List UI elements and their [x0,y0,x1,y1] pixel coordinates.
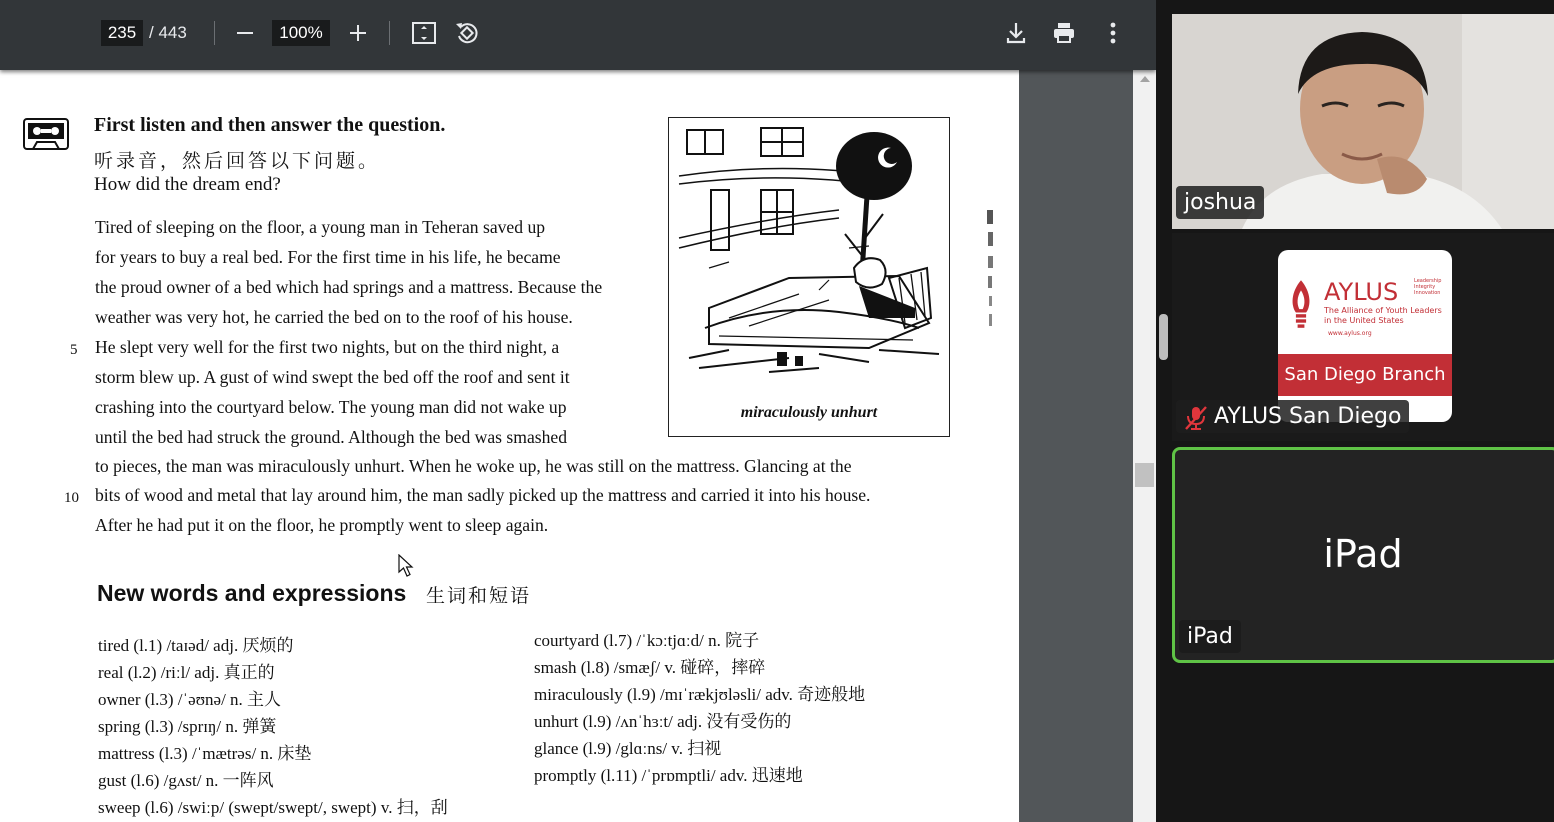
participant-name: joshua [1176,186,1264,219]
passage-line: the proud owner of a bed which had springs and a mattress. Because the [95,277,603,297]
panel-resize-handle[interactable] [1159,314,1168,360]
vocab-item: glance (l.9) /glɑːns/ v. 扫视 [534,739,722,758]
passage-line: bits of wood and metal that lay around him, the man sadly picked up the mattress and carried it into his house. [95,485,871,505]
aylus-logo [1278,250,1452,422]
passage-line: for years to buy a real bed. For the first time in his life, he became [95,247,561,267]
print-icon[interactable] [1049,18,1079,48]
vocab-item: mattress (l.3) /ˈmætrəs/ n. 床垫 [98,744,312,763]
vocab-item: miraculously (l.9) /mɪˈrækjʊləsli/ adv. 奇迹般地 [534,685,866,704]
more-icon[interactable] [1098,18,1128,48]
new-words-title: New words and expressions [97,580,407,606]
passage-line: until the bed had struck the ground. Although the bed was smashed [95,427,568,447]
vocab-item: owner (l.3) /ˈəʊnə/ n. 主人 [98,690,282,709]
passage-line: weather was very hot, he carried the bed on to the roof of his house. [95,307,573,327]
vocab-item: smash (l.8) /smæʃ/ v. 碰碎，摔碎 [534,658,766,677]
aylus-logo-url: www.aylus.org [1328,330,1372,337]
page-number-input[interactable]: 235 [101,20,143,46]
toolbar-divider [389,21,390,45]
lesson-heading-chinese: 听录音，然后回答以下问题。 [94,151,381,172]
lesson-heading: First listen and then answer the question. [94,114,446,136]
participant-name: AYLUS San Diego [1214,404,1402,429]
participant-name: iPad [1179,620,1241,653]
zoom-in-icon[interactable] [343,18,373,48]
new-words-title-chinese: 生词和短语 [426,586,532,607]
participant-name-tag [1176,400,1409,433]
passage-line: After he had put it on the floor, he promptly went to sleep again. [95,515,549,535]
tagline-line: Leadership [1414,278,1442,284]
scrollbar-thumb[interactable] [1135,463,1154,487]
vocab-item: tired (l.1) /taɪəd/ adj. 厌烦的 [98,636,294,655]
page-total: / 443 [149,23,187,42]
pdf-scrollbar[interactable] [1133,70,1156,822]
scroll-up-icon[interactable] [1140,76,1150,82]
zoom-level-input[interactable]: 100% [272,20,330,46]
line-number: 5 [70,342,78,358]
subtitle-line: The Alliance of Youth Leaders [1324,306,1442,315]
vocab-item: sweep (l.6) /swiːp/ (swept/swept/, swept) v. 扫，刮 [98,798,448,817]
line-number: 10 [64,490,79,506]
meeting-participants-panel [1156,0,1554,822]
aylus-logo-tagline [1414,278,1441,296]
tagline-line: Innovation [1414,290,1441,296]
aylus-branch-label: San Diego Branch [1278,354,1452,396]
muted-mic-icon [1184,405,1208,431]
vocab-item: courtyard (l.7) /ˈkɔːtjɑːd/ n. 院子 [534,631,760,650]
pdf-page [0,70,1019,822]
passage-line: crashing into the courtyard below. The young man did not wake up [95,397,567,417]
vocab-item: spring (l.3) /sprɪŋ/ n. 弹簧 [98,717,277,736]
subtitle-line: in the United States [1324,316,1404,325]
lesson-question: How did the dream end? [94,174,281,195]
toolbar-divider [214,21,215,45]
zoom-out-icon[interactable] [230,18,260,48]
download-icon[interactable] [1001,18,1031,48]
passage-line: to pieces, the man was miraculously unhurt. When he woke up, he was still on the mattress. Glancing at the [95,456,852,476]
vocab-item: real (l.2) /riːl/ adj. 真正的 [98,663,275,682]
rotate-icon[interactable] [452,18,482,48]
aylus-logo-title: AYLUS [1324,278,1399,306]
tagline-line: Integrity [1414,284,1436,290]
passage-line: He slept very well for the first two nights, but on the third night, a [95,337,560,357]
mouse-pointer-icon [398,554,416,578]
fit-page-icon[interactable] [409,18,439,48]
cassette-icon [23,118,69,150]
illustration-drawing [669,118,949,398]
story-illustration [668,117,950,437]
participant-tile-joshua[interactable] [1172,14,1554,229]
passage-line: storm blew up. A gust of wind swept the bed off the roof and sent it [95,367,570,387]
vocab-item: promptly (l.11) /ˈprɒmptli/ adv. 迅速地 [534,766,803,785]
participant-tile-aylus[interactable] [1172,233,1554,441]
margin-marks [985,210,995,330]
aylus-logo-subtitle [1324,306,1442,326]
torch-icon [1284,276,1318,332]
illustration-caption: miraculously unhurt [740,404,878,421]
pdf-toolbar [0,0,1156,70]
participant-display-name: iPad [1323,532,1403,576]
vocab-item: unhurt (l.9) /ʌnˈhɜːt/ adj. 没有受伤的 [534,712,792,731]
passage-line: Tired of sleeping on the floor, a young man in Teheran saved up [95,217,546,237]
participant-tile-ipad[interactable] [1172,447,1554,663]
vocab-item: gust (l.6) /gʌst/ n. 一阵风 [98,771,274,790]
